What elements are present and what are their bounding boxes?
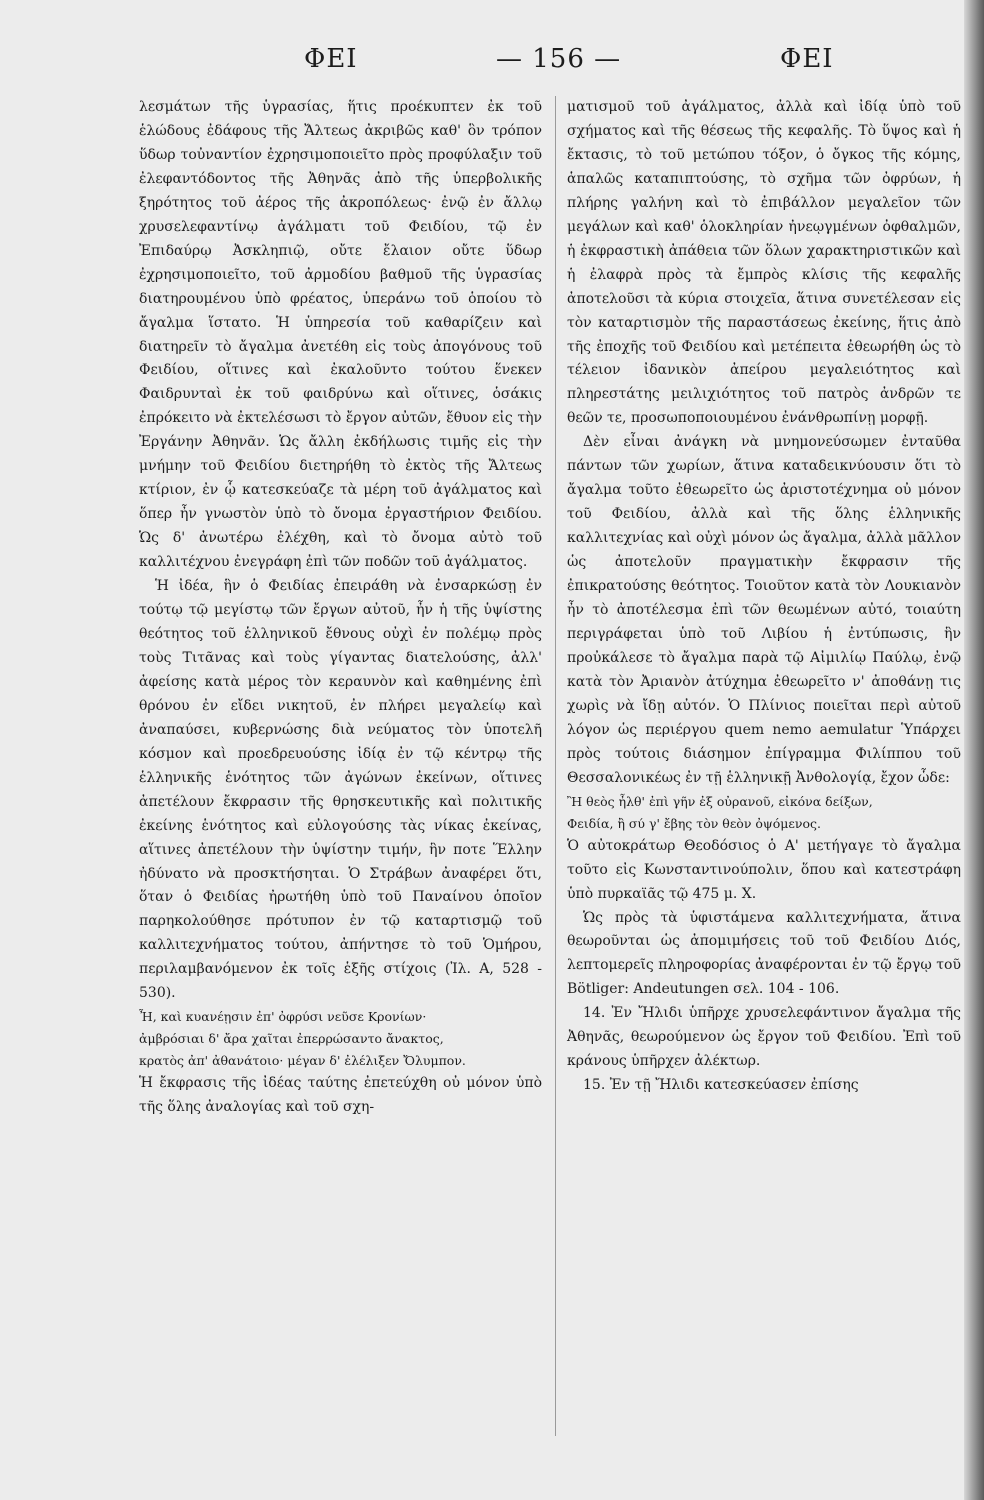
verse-line: Ἦ, καὶ κυανέῃσιν ἐπ' ὀφρύσι νεῦσε Κρονίων· <box>139 1009 427 1025</box>
right-paragraph-1: ματισμοῦ τοῦ ἀγάλματος, ἀλλὰ καὶ ἰδίᾳ ὑπὸ τοῦ σχήματος καὶ τῆς θέσεως τῆς κεφαλῆς. Τὸ ὕψος καὶ ἡ ἔκτασις, τὸ τοῦ μετώπου τόξον, ὁ ὄγκος τῆς κόμης, ἁπαλῶς καταπιπτούσης, τὸ σχῆμα τῶν ὀφρύων, ἡ πλήρης γαλήνη καὶ τὸ ἐπιβάλλον μεγαλεῖον τῶν μεγάλων καὶ καθ' ὁλοκληρίαν ἠνεῳγμένων ὀφθαλμῶν, ἡ ἐκφραστικὴ ἀπάθεια τῶν ὅλων χαρακτηριστικῶν καὶ ἡ ἐλαφρὰ πρὸς τὰ ἔμπρὸς κλίσις τῆς κεφαλῆς ἀποτελοῦσι τὰ κύρια στοιχεῖα, ἅτινα συνετέλεσαν εἰς τὸν καταρτισμὸν τῆς παραστάσεως ἐκείνης, ἥτις ἀπὸ τῆς ἐποχῆς τοῦ Φειδίου καὶ μετέπειτα ἐθεωρήθη ὡς τὸ τέλειον ἰδανικὸν ἀπείρου μεγαλειότητος καὶ πληρεστάτης μειλιχιότητος τοῦ πατρὸς ἀνδρῶν τε θεῶν τε, προσωποποιουμένου ἐνάνθρωπίνῃ μορφῇ. <box>567 99 961 427</box>
verse-line: κρατὸς ἀπ' ἀθανάτοιο· μέγαν δ' ἐλέλιξεν Ὄλυμπον. <box>139 1053 466 1069</box>
header-right-title: ΦΕΙ <box>780 44 834 74</box>
header-left-title: ΦΕΙ <box>304 44 358 74</box>
right-paragraph-5: 14. Ἐν Ἤλιδι ὑπῆρχε χρυσελεφάντινον ἄγαλμα τῆς Ἀθηνᾶς, θεωρούμενον ὡς ἔργον τοῦ Φειδίου. Ἐπὶ τοῦ κράνους ὑπῆρχεν ἀλέκτωρ. <box>567 1005 961 1070</box>
left-paragraph-3: Ἡ ἔκφρασις τῆς ἰδέας ταύτης ἐπετεύχθη οὐ μόνον ὑπὸ τῆς ὅλης ἀναλογίας καὶ τοῦ σχη- <box>139 1075 542 1116</box>
homer-verse-quote <box>139 1006 542 1072</box>
verse-line: ἀμβρόσιαι δ' ἄρα χαῖται ἐπερρώσαντο ἄνακτος, <box>139 1031 444 1047</box>
right-paragraph-2: Δὲν εἶναι ἀνάγκη νὰ μνημονεύσωμεν ἐνταῦθα πάντων τῶν χωρίων, ἅτινα καταδεικνύουσιν ὅτι τὸ ἄγαλμα τοῦτο ἐθεωρεῖτο ὡς ἀριστοτέχνημα οὐ μόνον τοῦ Φειδίου, ἀλλὰ καὶ τῆς ὅλης ἑλληνικῆς καλλιτεχνίας καὶ οὐχὶ μόνον ὡς ἄγαλμα, ἀλλὰ μᾶλλον ὡς ἀποτελοῦν πραγματικὴν ἔκφρασιν τῆς ἐπικρατούσης θεότητος. Τοιοῦτον κατὰ τὸν Λουκιανὸν ἦν τὸ ἀποτέλεσμα ἐπὶ τῶν θεωμένων αὐτό, τοιαύτη περιγράφεται ὑπὸ τοῦ Λιβίου ἡ ἐντύπωσις, ἣν προὐκάλεσε τὸ ἄγαλμα παρὰ τῷ Αἰμιλίῳ Παύλῳ, ἐνῷ κατὰ τὸν Ἀριανὸν ἀτύχημα ἐθεωρεῖτο ν' ἀποθάνῃ τις χωρὶς νὰ ἴδῃ αὐτόν. Ὁ Πλίνιος ποιεῖται περὶ αὐτοῦ λόγον ὡς περιέργου quem nemo aemulatur Ὑπάρχει πρὸς τούτοις διάσημον ἐπίγραμμα Φιλίππου τοῦ Θεσσαλονικέως ἐν τῇ ἑλληνικῇ Ἀνθολογίᾳ, ἔχον ὧδε: <box>567 434 961 786</box>
left-paragraph-2: Ἡ ἰδέα, ἣν ὁ Φειδίας ἐπειράθη νὰ ἐνσαρκώσῃ ἐν τούτῳ τῷ μεγίστῳ τῶν ἔργων αὐτοῦ, ἦν ἡ τῆς ὑψίστης θεότητος τοῦ ἑλληνικοῦ ἔθνους οὐχὶ ἐν πολέμῳ πρὸς τοὺς Τιτᾶνας καὶ τοὺς γίγαντας διατελούσης, ἀλλ' ἀφείσης κατὰ μέρος τὸν κεραυνὸν καὶ καθημένης ἐπὶ θρόνου ἐν εἴδει νικητοῦ, ἐν πλήρει μεγαλείῳ καὶ ἀναπαύσει, κυβερνώσης διὰ νεύματος τὸν ὑποτελῆ κόσμον καὶ προεδρευούσης ἰδίᾳ ἐν τῷ κέντρῳ τῆς ἑλληνικῆς ἑνότητος τῶν ἀγώνων ἐκείνων, οἵτινες ἀπετέλουν ἔκφρασιν τῆς θρησκευτικῆς καὶ πολιτικῆς ἐκείνης ἑνότητος καὶ εὐλογούσης τὰς νίκας ἐκείνας, αἵτινες ἀπετέλουν τὴν ὑψίστην τιμήν, ἣν ποτε Ἕλλην ἠδύνατο νὰ προσκτήσηται. Ὁ Στράβων ἀναφέρει ὅτι, ὅταν ὁ Φειδίας ἠρωτήθη ὑπὸ τοῦ Παναίνου ὁποῖον παρηκολούθησε πρότυπον ἐν τῷ καταρτισμῷ τοῦ καλλιτεχνήματος τούτου, ἀπήντησε τὸ τοῦ Ὁμήρου, περιλαμβανόμενον ἐκ τοῖς ἑξῆς στίχοις (Ἰλ. Α, 528 - 530). <box>139 578 542 1002</box>
right-paragraph-4: Ὡς πρὸς τὰ ὑφιστάμενα καλλιτεχνήματα, ἅτινα θεωροῦνται ὡς ἀπομιμήσεις τοῦ τοῦ Φειδίου Διός, λεπτομερεῖς πληροφορίας ἀναφέρονται ἐν τῷ ἔργῳ τοῦ Bötliger: Andeutungen σελ. 104 - 106. <box>567 909 961 998</box>
right-column <box>567 96 961 1098</box>
epigram-quote <box>567 791 961 835</box>
left-column <box>139 96 542 1120</box>
verse-line: Ἢ θεὸς ἦλθ' ἐπὶ γῆν ἐξ οὐρανοῦ, εἰκόνα δείξων, <box>567 793 873 809</box>
verse-line: Φειδία, ἢ σύ γ' ἔβης τὸν θεὸν ὀψόμενος. <box>567 815 821 831</box>
right-paragraph-3: Ὁ αὐτοκράτωρ Θεοδόσιος ὁ Α' μετήγαγε τὸ ἄγαλμα τοῦτο εἰς Κωνσταντινούπολιν, ὅπου καὶ κατεστράφη ὑπὸ πυρκαϊᾶς τῷ 475 μ. Χ. <box>567 837 961 902</box>
left-paragraph-1: λεσμάτων τῆς ὑγρασίας, ἥτις προέκυπτεν ἐκ τοῦ ἑλώδους ἐδάφους τῆς Ἄλτεως ἀκριβῶς καθ' ὃν τρόπον ὕδωρ τοὐναντίον ἐχρησιμοποιεῖτο πρὸς προφύλαξιν τοῦ ἐλεφαντόδοντος τῆς Ἀθηνᾶς ἀπὸ τῆς ὑπερβολικῆς ξηρότητος τοῦ ἀέρος τῆς ἀκροπόλεως· ἐνῷ ἐν ἄλλῳ χρυσελεφαντίνῳ ἀγάλματι τοῦ Φειδίου, τῷ ἐν Ἐπιδαύρῳ Ἀσκληπιῷ, οὔτε ἔλαιον οὔτε ὕδωρ ἐχρησιμοποιεῖτο, τοῦ ἀρμοδίου βαθμοῦ τῆς ὑγρασίας διατηρουμένου ὑπὸ φρέατος, ὑπεράνω τοῦ ὁποίου τὸ ἄγαλμα ἵστατο. Ἡ ὑπηρεσία τοῦ καθαρίζειν καὶ διατηρεῖν τὸ ἄγαλμα ἀνετέθη εἰς τοὺς ἀπογόνους τοῦ Φειδίου, οἵτινες καὶ ἐκαλοῦντο τούτου ἕνεκεν Φαιδρυνταὶ ἐκ τοῦ φαιδρύνω καὶ οἵτινες, ὁσάκις ἐπρόκειτο νὰ ἐκτελέσωσι τὸ ἔργον αὐτῶν, ἔθυον εἰς τὴν Ἐργάνην Ἀθηνᾶν. Ὡς ἄλλη ἐκδήλωσις τιμῆς εἰς τὴν μνήμην τοῦ Φειδίου διετηρήθη τὸ ἐκτὸς τῆς Ἄλτεως κτίριον, ἐν ᾧ κατεσκεύαζε τὰ μέρη τοῦ ἀγάλματος καὶ ὅπερ ἦν γνωστὸν ὑπὸ τὸ ὄνομα ἐργαστήριον Φειδίου. Ὡς δ' ἀνωτέρω ἐλέχθη, καὶ τὸ ὄνομα αὐτὸ τοῦ καλλιτέχνου ἐνεγράφη ἐπὶ τῶν ποδῶν τοῦ ἀγάλματος. <box>139 99 542 571</box>
right-paragraph-6: 15. Ἐν τῇ Ἤλιδι κατεσκεύασεν ἐπίσης <box>583 1077 859 1094</box>
column-divider <box>555 96 556 1436</box>
page-number: — 156 — <box>496 44 622 74</box>
running-header <box>0 44 984 84</box>
